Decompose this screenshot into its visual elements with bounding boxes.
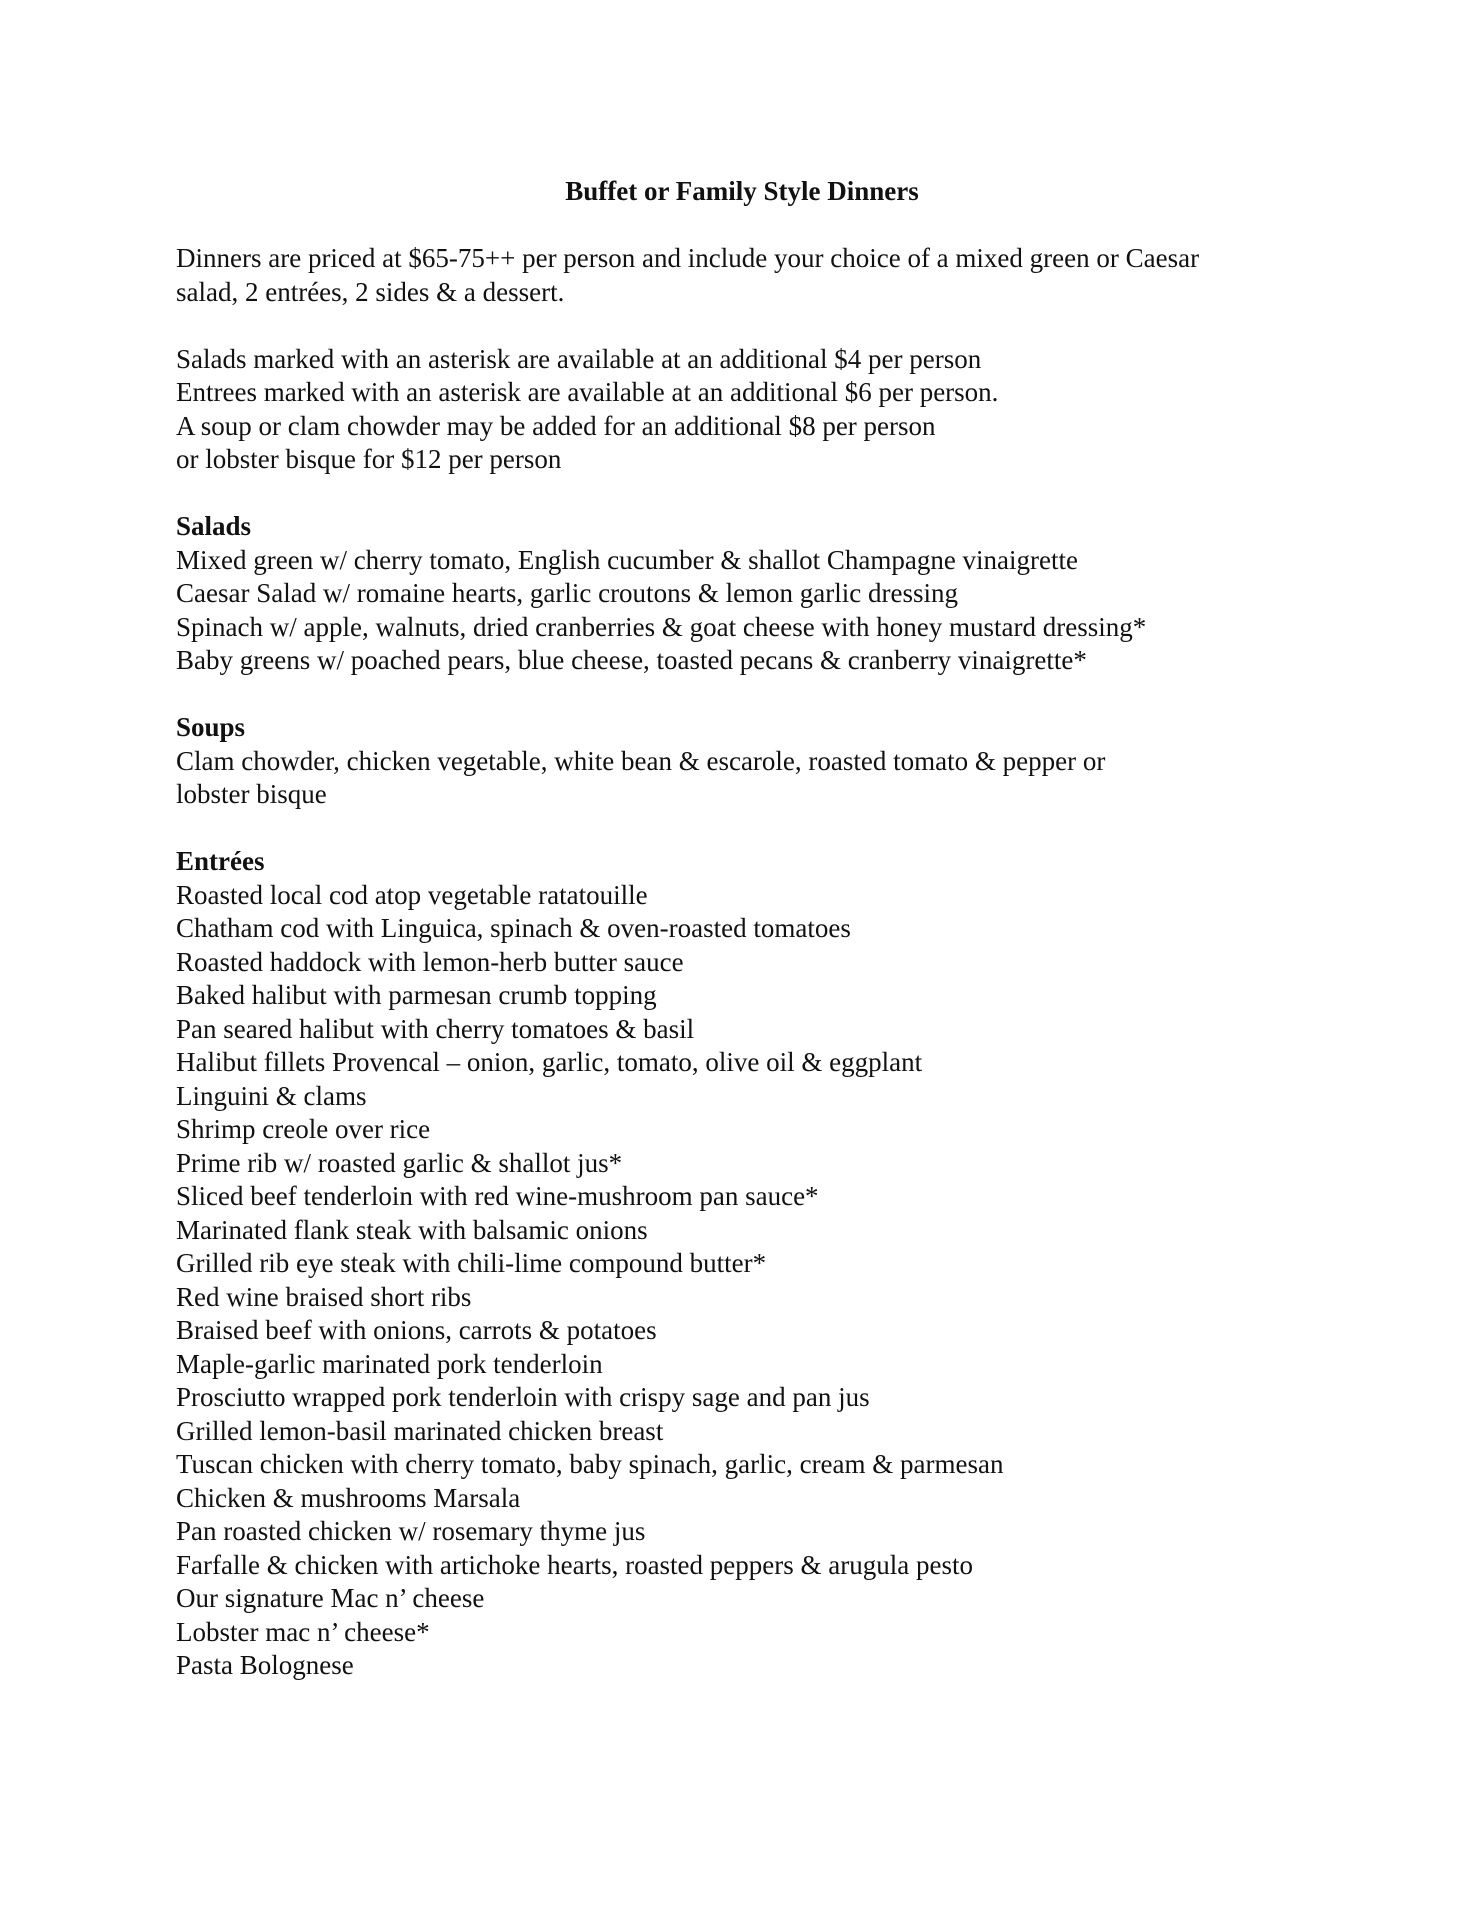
entree-item: Prime rib w/ roasted garlic & shallot jus* <box>176 1147 623 1178</box>
entree-item: Red wine braised short ribs <box>176 1281 472 1312</box>
note-line: Entrees marked with an asterisk are available at an additional $6 per person. <box>176 377 999 407</box>
salad-item: Caesar Salad w/ romaine hearts, garlic croutons & lemon garlic dressing <box>176 578 959 608</box>
salad-item: Mixed green w/ cherry tomato, English cucumber & shallot Champagne vinaigrette <box>176 544 1078 575</box>
entree-item: Braised beef with onions, carrots & potatoes <box>176 1315 657 1345</box>
entree-item: Roasted local cod atop vegetable ratatouille <box>176 879 648 910</box>
entree-item: Roasted haddock with lemon-herb butter sauce <box>176 946 684 977</box>
entree-item: Halibut fillets Provencal – onion, garlic, tomato, olive oil & eggplant <box>176 1047 923 1077</box>
salad-item: Spinach w/ apple, walnuts, dried cranberries & goat cheese with honey mustard dressing* <box>176 611 1147 642</box>
entrees-heading: Entrées <box>176 846 265 876</box>
intro-paragraph <box>176 242 1356 309</box>
entree-item: Baked halibut with parmesan crumb topping <box>176 980 657 1010</box>
note-line: Salads marked with an asterisk are available at an additional $4 per person <box>176 343 982 374</box>
salad-item: Baby greens w/ poached pears, blue cheese, toasted pecans & cranberry vinaigrette* <box>176 645 1087 675</box>
entree-item: Chicken & mushrooms Marsala <box>176 1482 521 1513</box>
salads-section <box>176 510 1356 678</box>
intro-line: Dinners are priced at $65-75++ per person and include your choice of a mixed green or Caesar <box>176 243 1200 273</box>
spacer <box>176 678 1356 712</box>
salads-heading: Salads <box>176 511 252 541</box>
intro-line: salad, 2 entrées, 2 sides & a dessert. <box>176 276 565 307</box>
soups-heading: Soups <box>176 712 246 742</box>
note-line: or lobster bisque for $12 per person <box>176 444 562 474</box>
spacer <box>176 309 1356 343</box>
pricing-notes <box>176 343 1356 477</box>
spacer <box>176 812 1356 846</box>
entree-item: Pan roasted chicken w/ rosemary thyme jus <box>176 1516 646 1546</box>
entree-item: Tuscan chicken with cherry tomato, baby spinach, garlic, cream & parmesan <box>176 1449 1004 1479</box>
entree-item: Marinated flank steak with balsamic onions <box>176 1214 648 1245</box>
spacer <box>176 477 1356 511</box>
document-body <box>176 242 1356 1683</box>
note-line: A soup or clam chowder may be added for an additional $8 per person <box>176 410 936 441</box>
entree-item: Grilled lemon-basil marinated chicken breast <box>176 1415 664 1446</box>
soup-item: lobster bisque <box>176 779 327 809</box>
entrees-section <box>176 845 1356 1683</box>
entree-item: Chatham cod with Linguica, spinach & oven-roasted tomatoes <box>176 913 851 943</box>
entree-item: Lobster mac n’ cheese* <box>176 1616 430 1647</box>
entree-item: Shrimp creole over rice <box>176 1114 431 1144</box>
entree-item: Pasta Bolognese <box>176 1650 354 1680</box>
soups-section <box>176 711 1356 812</box>
entree-item: Farfalle & chicken with artichoke hearts, roasted peppers & arugula pesto <box>176 1549 973 1580</box>
entree-item: Linguini & clams <box>176 1080 367 1111</box>
entree-item: Grilled rib eye steak with chili-lime compound butter* <box>176 1248 767 1278</box>
document-title: Buffet or Family Style Dinners <box>565 176 919 206</box>
entree-item: Maple-garlic marinated pork tenderloin <box>176 1348 603 1379</box>
soup-item: Clam chowder, chicken vegetable, white bean & escarole, roasted tomato & pepper or <box>176 745 1106 776</box>
entree-item: Pan seared halibut with cherry tomatoes & basil <box>176 1013 695 1044</box>
entree-item: Our signature Mac n’ cheese <box>176 1583 485 1613</box>
entree-item: Prosciutto wrapped pork tenderloin with crispy sage and pan jus <box>176 1382 870 1412</box>
entree-item: Sliced beef tenderloin with red wine-mushroom pan sauce* <box>176 1181 819 1211</box>
